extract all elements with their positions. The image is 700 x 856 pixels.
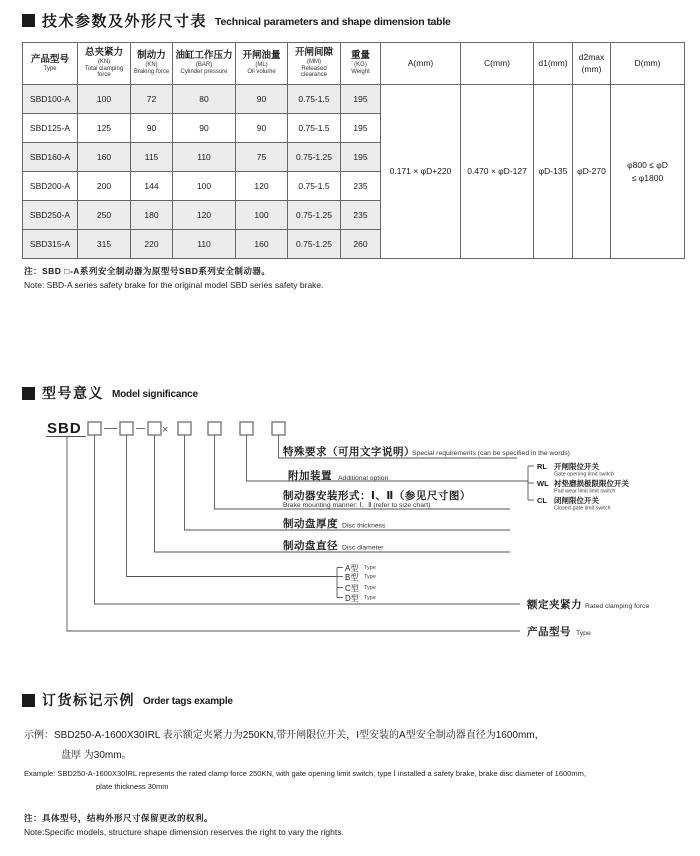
col-header-weight [341,43,381,85]
header-cn: 重量 [350,50,370,62]
header-unit: (ML) [255,62,268,69]
header-cn: 制动力 [137,50,166,62]
col-header-oil-volume [236,43,288,85]
label-special-requirements-en: Special requirements (can be specified in the words) [412,450,570,457]
col-header-d2max [573,43,611,85]
cell-formula-d2max: φD-270 [573,85,611,259]
label-mounting-en: Brake mounting manner: Ⅰ、Ⅱ (refer to size chart) [283,502,431,509]
switch-wl-code: WL [537,479,549,488]
label-additional-option-en: Additional option [338,475,389,482]
label-disc-thickness-en: Disc thickness [342,522,386,530]
section-title-cn: 型号意义 [42,385,104,401]
col-header-type [23,43,78,85]
label-disc-diameter-cn: 制动盘直径 [283,540,338,552]
cell-formula-d1: φD-135 [534,85,573,259]
section-title-cn: 订货标记示例 [42,692,135,708]
cell: 180 [131,201,173,230]
cell: 235 [341,201,381,230]
model-code-box [272,422,285,435]
col-header-clamping-force [78,43,131,85]
order-example-en-line1: Example: SBD250-A-1600X30ⅠRL represents the rated clamp force 250KN, with gate opening limit switch, type Ⅰ installed a safety brake, brake disc diameter of 1600mm, [24,769,586,778]
cell: 90 [173,114,236,143]
cell: 100 [78,85,131,114]
cell: 110 [173,230,236,259]
switch-cl-cn: 闭闸限位开关 [554,496,599,505]
header-en: Type [43,65,57,72]
cell: 90 [236,114,288,143]
header-en: Released clearance [300,65,327,79]
cell: 100 [173,172,236,201]
order-example-cn [24,726,684,766]
cell: 100 [236,201,288,230]
cell: 220 [131,230,173,259]
cell: 0.75-1.25 [288,201,341,230]
bottom-note-cn: 注：具体型号，结构外形尺寸保留更改的权利。 [24,813,214,823]
model-prefix: SBD [47,420,82,437]
model-code-box [120,422,133,435]
cell: 200 [78,172,131,201]
switch-rl-en: Gate opening limit switch [554,471,614,478]
section-title-en: Model significance [112,389,198,400]
switch-wl-en: Pad wear limit limit switch [554,488,616,495]
label-product-type-cn: 产品型号 [527,626,571,638]
cell-model: SBD100-A [23,85,78,114]
cell: 195 [341,114,381,143]
header-dim: D(mm) [634,57,661,68]
parameters-table [22,42,685,259]
title-square-icon [22,694,35,707]
col-header-d1 [534,43,573,85]
formula-D-line1: φ800 ≤ φD [627,159,668,170]
label-additional-option-cn: 附加装置 [288,470,332,482]
title-square-icon [22,387,35,400]
table-note [24,265,324,292]
cell: 90 [236,85,288,114]
section-title-parameters [22,10,451,31]
col-header-D [611,43,685,85]
model-code-box [88,422,101,435]
header-unit: (KN) [97,58,111,65]
label-disc-diameter-en: Disc diameter [342,544,384,552]
table-header-row [23,43,685,85]
cell: 235 [341,172,381,201]
switch-rl-code: RL [537,462,547,471]
col-header-braking-force [131,43,173,85]
cell: 250 [78,201,131,230]
order-example-en [24,768,684,794]
label-type-d-cn: D型 [345,594,359,603]
col-header-C [461,43,534,85]
cell: 195 [341,85,381,114]
header-dim-unit: (mm) [581,63,602,74]
header-cn: 开闸油量 [242,50,281,62]
cell: 90 [131,114,173,143]
cell-formula-C: 0.470 × φD-127 [461,85,534,259]
model-code-box [240,422,253,435]
label-type-d-en: Type [364,595,376,601]
switch-wl-cn: 衬垫磨损极限限位开关 [554,479,629,488]
cell: 125 [78,114,131,143]
cell: 80 [173,85,236,114]
cell-model: SBD250-A [23,201,78,230]
table-row [23,85,685,114]
bottom-note [24,812,344,839]
label-type-a-en: Type [364,565,376,571]
switch-cl-code: CL [537,496,547,505]
formula-D-line2: ≤ φ1800 [631,172,664,183]
label-type-b-cn: B型 [345,573,359,582]
header-en: Braking force [133,69,170,76]
cell-model: SBD160-A [23,143,78,172]
order-example-en-line2: plate thickness 30mm [96,781,169,791]
header-cn: 总夹紧力 [84,47,123,58]
header-unit: (BAR) [195,62,213,69]
cell: 195 [341,143,381,172]
header-dim: d2max [578,52,605,63]
cell-model: SBD125-A [23,114,78,143]
header-en: Weight [351,69,370,76]
cell-model: SBD200-A [23,172,78,201]
title-square-icon [22,14,35,27]
label-disc-thickness-cn: 制动盘厚度 [283,518,338,530]
cell: 0.75-1.25 [288,230,341,259]
cell: 160 [236,230,288,259]
col-header-A [381,43,461,85]
label-rated-clamping-cn: 额定夹紧力 [527,599,582,611]
cell-model: SBD315-A [23,230,78,259]
header-unit: (KN) [145,62,158,69]
model-code-box [178,422,191,435]
label-rated-clamping-en: Rated clamping force [585,603,650,610]
label-type-a-cn: A型 [345,564,359,573]
cell: 315 [78,230,131,259]
label-type-b-en: Type [364,574,376,580]
model-code-box [208,422,221,435]
cell: 260 [341,230,381,259]
label-mounting-cn: 制动器安装形式：Ⅰ、Ⅱ（参见尺寸图） [283,490,471,502]
label-product-type-en: Type [576,630,591,637]
header-en: Total clamping force [84,65,124,79]
section-title-en: Technical parameters and shape dimension table [215,16,451,28]
cell: 144 [131,172,173,201]
header-dim: A(mm) [407,57,434,68]
section-title-cn: 技术参数及外形尺寸表 [42,13,208,30]
section-title-order [22,690,233,710]
model-significance-diagram [40,413,690,653]
model-code-box [148,422,161,435]
bottom-note-en: Note:Specific models, structure shape dimension reserves the right to vary the rights. [24,827,344,838]
header-en: Cylinder pressure [180,69,228,76]
header-dim: d1(mm) [538,57,568,68]
cell: 0.75-1.25 [288,143,341,172]
switch-rl-cn: 开闸限位开关 [554,462,599,471]
table-note-cn: 注：SBD □-A系列安全制动器为原型号SBD系列安全制动器。 [24,266,271,276]
header-dim: C(mm) [484,57,510,68]
header-cn: 开闸间隙 [294,47,333,58]
header-unit: (MM) [307,58,321,65]
col-header-released-clearance [288,43,341,85]
cell: 72 [131,85,173,114]
label-type-c-en: Type [364,585,376,591]
section-title-model [22,383,198,403]
switch-cl-en: Closed-gate limit switch [554,505,611,512]
header-unit: (KG) [354,62,367,69]
cell: 115 [131,143,173,172]
order-example-cn-line1: 示例：SBD250-A-1600X30ⅠRL 表示额定夹紧力为250KN,带开闸限位开关，Ⅰ型安装的A型安全制动器直径为1600mm， [24,730,545,741]
header-en: Oil volume [247,69,276,76]
order-example-cn-line2: 盘厚 为30mm。 [61,750,132,761]
cell: 160 [78,143,131,172]
label-type-c-cn: C型 [345,584,359,593]
cell: 110 [173,143,236,172]
section-title-en: Order tags example [143,696,233,707]
col-header-cylinder-pressure [173,43,236,85]
cell: 120 [173,201,236,230]
cell: 120 [236,172,288,201]
cell: 75 [236,143,288,172]
cell: 0.75-1.5 [288,85,341,114]
label-special-requirements-cn: 特殊要求（可用文字说明） [283,446,415,458]
table-note-en: Note: SBD-A series safety brake for the original model SBD series safety brake. [24,280,324,291]
times-symbol: × [162,424,169,436]
cell-formula-D [611,85,685,259]
header-cn: 产品型号 [30,53,69,65]
cell: 0.75-1.5 [288,172,341,201]
cell-formula-A: 0.171 × φD+220 [381,85,461,259]
header-cn: 油缸工作压力 [175,50,233,62]
cell: 0.75-1.5 [288,114,341,143]
